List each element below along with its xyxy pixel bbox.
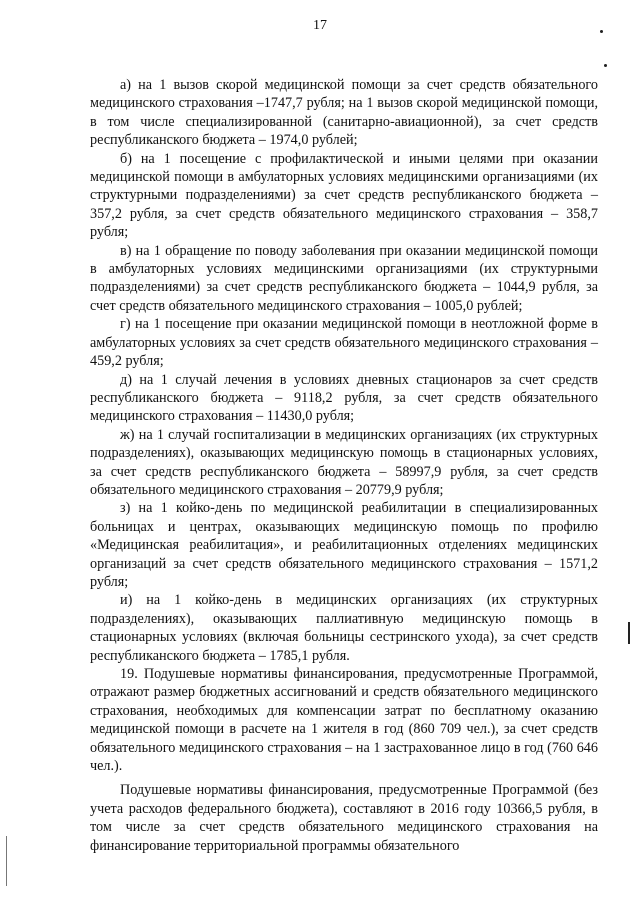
document-body [90,76,598,855]
paragraph-z: з) на 1 койко-день по медицинской реабилитации в специализированных больницах и центрах, оказывающих медицинскую помощь по профилю «Медицинская реабилитация», и реабилитационных отделениях медицинских организаций за счет средств обязательного медицинского страхования – 1571,2 рубля; [90,500,598,590]
paragraph-a: а) на 1 вызов скорой медицинской помощи за счет средств обязательного медицинского страхования –1747,7 рубля; на 1 вызов скорой медицинской помощи, в том числе специализированной (санитарно-авиационной), за счет средств республиканского бюджета – 1974,0 рублей; [90,77,598,149]
paragraph-g: г) на 1 посещение при оказании медицинской помощи в неотложной форме в амбулаторных условиях за счет средств обязательного медицинского страхования – 459,2 рубля; [90,316,598,370]
scan-line-right [628,622,630,644]
paragraph-v: в) на 1 обращение по поводу заболевания при оказании медицинской помощи в амбулаторных условиях медицинскими организациями (их структурными подразделениями) за счет средств республиканского бюджета – 1044,9 рубля, за счет средств обязательного медицинского страхования – 1005,0 рублей; [90,242,598,314]
paragraph-b: б) на 1 посещение с профилактической и иными целями при оказании медицинской помощи в амбулаторных условиях медицинскими организациями (их структурными подразделениями) за счет средств республиканского бюджета – 357,2 рубля, за счет средств обязательного медицинского страхования – 358,7 рубля; [90,150,598,241]
paragraph-d: д) на 1 случай лечения в условиях дневных стационаров за счет средств республиканского бюджета – 9118,2 рубля, за счет средств обязательного медицинского страхования – 11430,0 рубля; [90,371,598,425]
paragraph-per-capita: Подушевые нормативы финансирования, предусмотренные Программой (без учета расходов федерального бюджета), составляют в 2016 году 10366,5 рубля, в том числе за счет средств обязательного медицинского страхования на финансирование территориальной программы обязательного [90,782,598,854]
page-number: 17 [313,18,327,33]
scan-dot-top-right [600,30,603,33]
paragraph-19: 19. Подушевые нормативы финансирования, предусмотренные Программой, отражают размер бюджетных ассигнований и средств обязательного медицинского страхования, необходимых для компенсации затрат по бесплатному оказанию медицинской помощи в расчете на 1 жителя в год (860 709 чел.), за счет средств обязательного медицинского страхования – на 1 застрахованное лицо в год (760 646 чел.). [90,666,598,775]
scan-line-left [6,836,7,886]
scan-dot-right [604,64,607,67]
paragraph-i: и) на 1 койко-день в медицинских организациях (их структурных подразделениях), оказывающих паллиативную медицинскую помощь в стационарных условиях (включая больницы сестринского ухода), за счет средств республиканского бюджета – 1785,1 рубля. [90,592,598,664]
paragraph-zh: ж) на 1 случай госпитализации в медицинских организациях (их структурных подразделениях), оказывающих медицинскую помощь в стационарных условиях, за счет средств республиканского бюджета – 58997,9 рубля, за счет средств обязательного медицинского страхования – 20779,9 рубля; [90,426,598,498]
